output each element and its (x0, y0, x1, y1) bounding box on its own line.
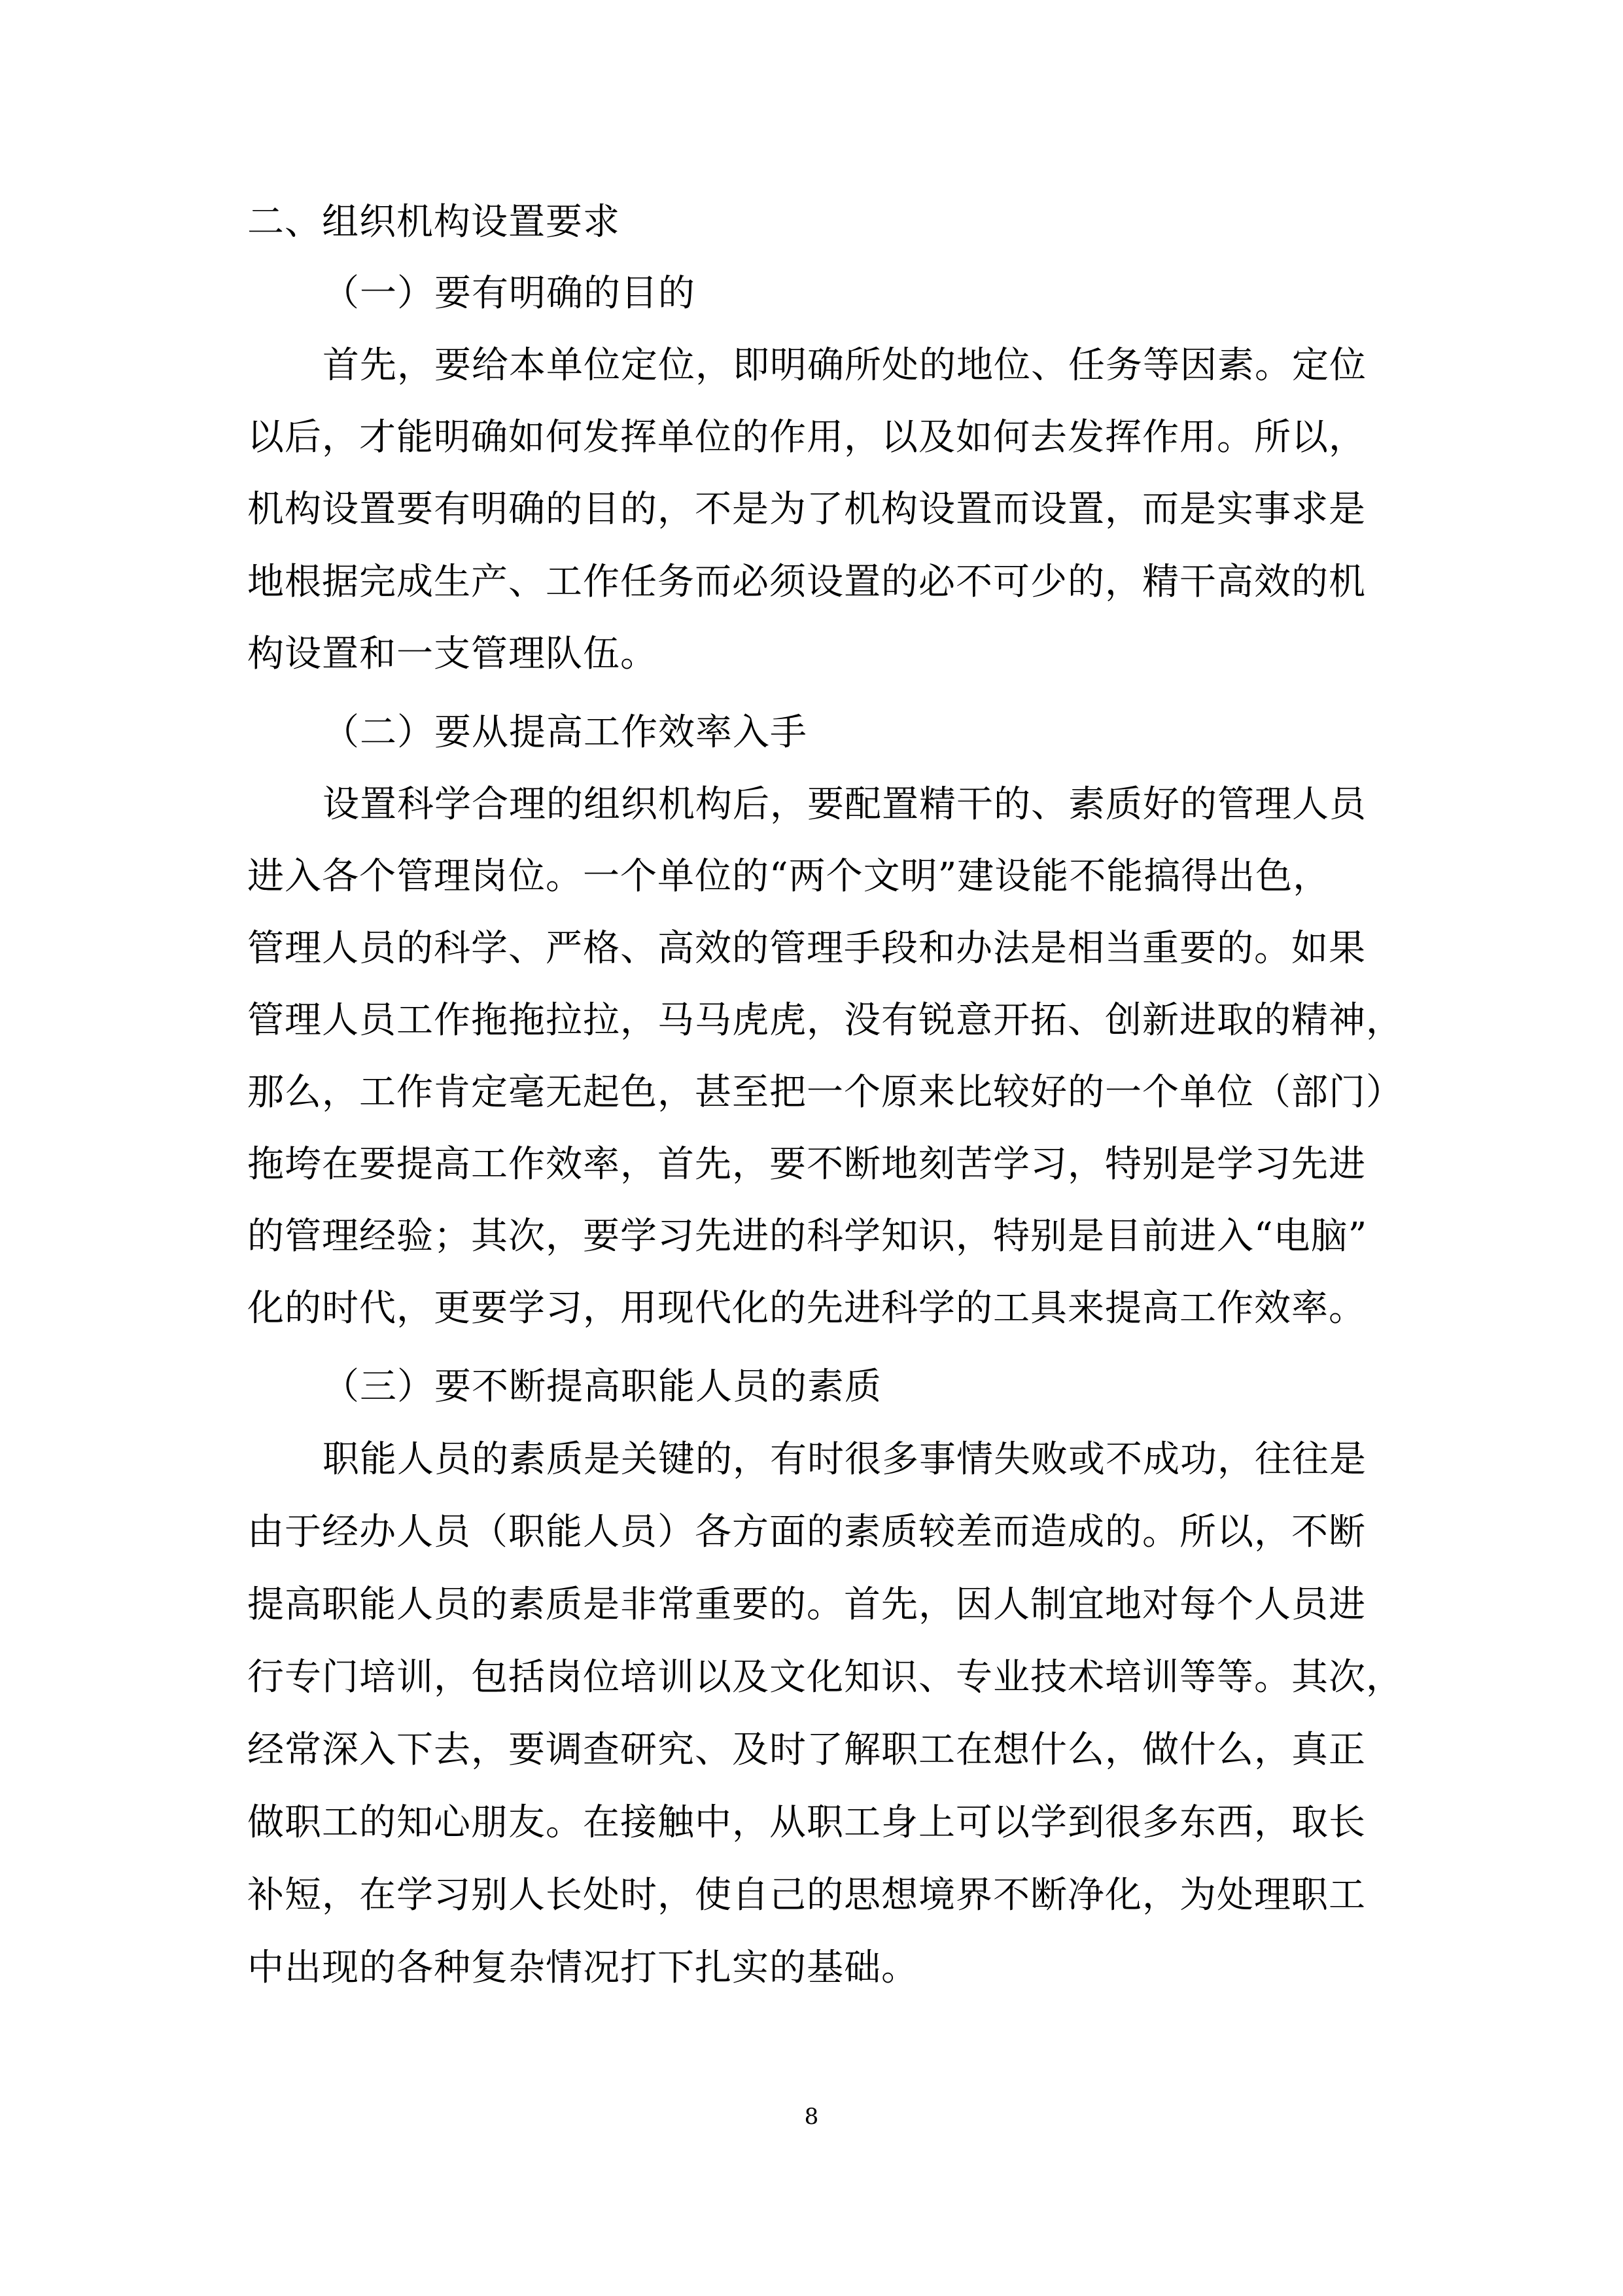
paragraph-line: 设置科学合理的组织机构后，要配置精干的、素质好的管理人员 (323, 783, 1367, 826)
paragraph-line: 中出现的各种复杂情况打下扎实的基础。 (247, 1947, 918, 1989)
paragraph-line: 构设置和一支管理队伍。 (247, 633, 657, 675)
paragraph-line: 补短，在学习别人长处时，使自己的思想境界不断净化，为处理职工 (247, 1874, 1366, 1916)
paragraph-line: 管理人员工作拖拖拉拉，马马虎虎，没有锐意开拓、创新进取的精神， (247, 999, 1403, 1042)
subsection-title-1: （一）要有明确的目的 (323, 272, 695, 315)
paragraph-line: 经常深入下去，要调查研究、及时了解职工在想什么，做什么，真正 (247, 1729, 1366, 1771)
subsection-title-2: （二）要从提高工作效率入手 (323, 711, 807, 754)
paragraph-line: 职能人员的素质是关键的，有时很多事情失败或不成功，往往是 (323, 1438, 1367, 1481)
subsection-title-3: （三）要不断提高职能人员的素质 (323, 1366, 882, 1408)
paragraph-line: 地根据完成生产、工作任务而必须设置的必不可少的，精干高效的机 (247, 561, 1366, 603)
section-heading: 二、组织机构设置要求 (247, 201, 620, 243)
paragraph-line: 管理人员的科学、严格、高效的管理手段和办法是相当重要的。如果 (247, 927, 1366, 970)
paragraph-line: 的管理经验；其次，要学习先进的科学知识，特别是目前进入“电脑” (247, 1215, 1368, 1258)
paragraph-line: 那么，工作肯定毫无起色，甚至把一个原来比较好的一个单位（部门） (247, 1071, 1403, 1114)
paragraph-line: 以后，才能明确如何发挥单位的作用，以及如何去发挥作用。所以， (247, 416, 1366, 459)
paragraph-line: 进入各个管理岗位。一个单位的“两个文明”建设能不能搞得出色， (247, 855, 1331, 898)
paragraph-line: 化的时代，更要学习，用现代化的先进科学的工具来提高工作效率。 (247, 1287, 1366, 1330)
paragraph-line: 由于经办人员（职能人员）各方面的素质较差而造成的。所以，不断 (247, 1511, 1366, 1553)
paragraph-line: 首先，要给本单位定位，即明确所处的地位、任务等因素。定位 (323, 344, 1367, 387)
paragraph-line: 做职工的知心朋友。在接触中，从职工身上可以学到很多东西，取长 (247, 1801, 1366, 1844)
paragraph-line: 行专门培训，包括岗位培训以及文化知识、专业技术培训等等。其次， (247, 1656, 1403, 1699)
page-number: 8 (804, 2104, 819, 2130)
paragraph-line: 机构设置要有明确的目的，不是为了机构设置而设置，而是实事求是 (247, 488, 1366, 531)
paragraph-line: 提高职能人员的素质是非常重要的。首先，因人制宜地对每个人员进 (247, 1583, 1366, 1626)
paragraph-line: 拖垮在要提高工作效率，首先，要不断地刻苦学习，特别是学习先进 (247, 1143, 1366, 1186)
